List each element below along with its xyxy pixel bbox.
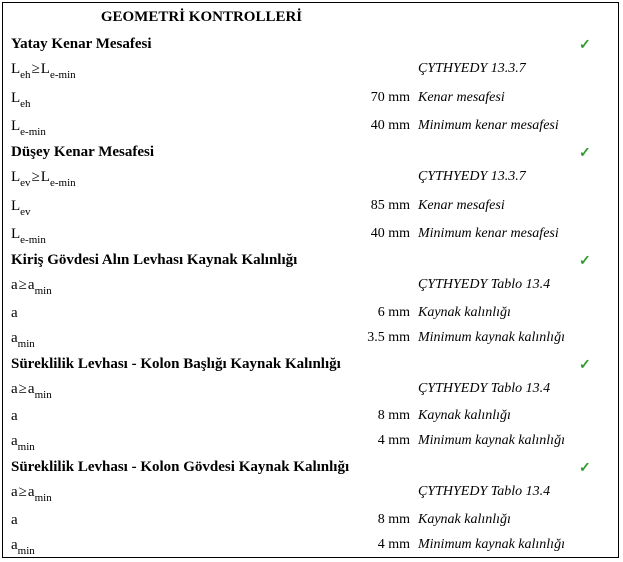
rule-left-symbol: a <box>11 381 18 397</box>
symbol-subscript: e-min <box>20 126 46 138</box>
parameter-symbol <box>11 90 31 110</box>
parameter-value: 8 mm <box>377 512 410 527</box>
parameter-description: Minimum kenar mesafesi <box>418 226 559 241</box>
page-title: GEOMETRİ KONTROLLERİ <box>100 9 303 25</box>
symbol-letter: L <box>11 198 21 214</box>
rule-expression <box>11 484 52 504</box>
parameter-value: 8 mm <box>377 408 410 423</box>
check-icon: ✓ <box>579 358 591 373</box>
rule-left-subscript: ev <box>20 177 31 189</box>
value-row <box>3 305 620 329</box>
parameter-description: Kenar mesafesi <box>418 198 505 213</box>
value-row <box>3 537 620 561</box>
symbol-subscript: min <box>17 545 35 557</box>
rule-reference: ÇYTHYEDY Tablo 13.4 <box>418 277 551 292</box>
parameter-value: 70 mm <box>370 90 410 105</box>
symbol-subscript: e-min <box>20 234 46 246</box>
rule-right-subscript: min <box>34 285 52 297</box>
symbol-subscript: min <box>17 441 35 453</box>
rule-row <box>3 484 620 508</box>
symbol-subscript: ev <box>20 206 31 218</box>
rule-row <box>3 61 620 85</box>
rule-operator: ≥ <box>18 277 27 293</box>
rule-expression <box>11 277 52 297</box>
symbol-letter: a <box>11 330 18 346</box>
value-row <box>3 198 620 222</box>
symbol-subscript: min <box>17 338 35 350</box>
value-row <box>3 118 620 142</box>
parameter-symbol <box>11 433 35 453</box>
rule-left-symbol: L <box>11 169 21 185</box>
rule-expression <box>11 381 52 401</box>
rule-reference: ÇYTHYEDY Tablo 13.4 <box>418 381 551 396</box>
symbol-letter: a <box>11 305 18 321</box>
rule-operator: ≥ <box>31 169 40 185</box>
section-heading: Düşey Kenar Mesafesi <box>11 144 155 160</box>
value-row <box>3 408 620 432</box>
value-row <box>3 90 620 114</box>
parameter-description: Minimum kaynak kalınlığı <box>418 330 565 345</box>
rule-left-symbol: L <box>11 61 21 77</box>
parameter-symbol <box>11 512 18 529</box>
rule-row <box>3 277 620 301</box>
symbol-letter: L <box>11 118 21 134</box>
rule-right-symbol: L <box>40 61 50 77</box>
section-heading: Yatay Kenar Mesafesi <box>11 36 152 52</box>
rule-right-symbol: a <box>27 277 35 293</box>
symbol-letter: a <box>11 512 18 528</box>
parameter-value: 40 mm <box>370 226 410 241</box>
rule-row <box>3 169 620 193</box>
rule-expression <box>11 61 76 81</box>
rule-operator: ≥ <box>18 484 27 500</box>
section-heading: Süreklilik Levhası - Kolon Başlığı Kaynak Kalınlığı <box>11 356 341 372</box>
parameter-symbol <box>11 330 35 350</box>
symbol-letter: a <box>11 408 18 424</box>
parameter-symbol <box>11 118 46 138</box>
section-heading-row <box>3 36 620 60</box>
rule-operator: ≥ <box>31 61 40 77</box>
value-row <box>3 512 620 536</box>
symbol-letter: L <box>11 226 21 242</box>
parameter-description: Kaynak kalınlığı <box>418 512 511 527</box>
rule-right-symbol: L <box>40 169 50 185</box>
parameter-symbol <box>11 198 31 218</box>
parameter-description: Minimum kenar mesafesi <box>418 118 559 133</box>
symbol-subscript: eh <box>20 98 31 110</box>
value-row <box>3 226 620 250</box>
rule-operator: ≥ <box>18 381 27 397</box>
geometry-checks-panel <box>2 2 619 558</box>
value-row <box>3 433 620 457</box>
rule-right-subscript: min <box>34 492 52 504</box>
rule-reference: ÇYTHYEDY 13.3.7 <box>418 61 526 76</box>
parameter-description: Kaynak kalınlığı <box>418 408 511 423</box>
rule-right-symbol: a <box>27 484 35 500</box>
symbol-letter: a <box>11 433 18 449</box>
rule-reference: ÇYTHYEDY 13.3.7 <box>418 169 526 184</box>
check-icon: ✓ <box>579 254 591 269</box>
section-heading-row <box>3 356 620 380</box>
parameter-value: 40 mm <box>370 118 410 133</box>
rule-row <box>3 381 620 405</box>
rule-expression <box>11 169 76 189</box>
section-heading: Süreklilik Levhası - Kolon Gövdesi Kaynak Kalınlığı <box>11 459 350 475</box>
parameter-description: Minimum kaynak kalınlığı <box>418 433 565 448</box>
symbol-letter: L <box>11 90 21 106</box>
rule-right-symbol: a <box>27 381 35 397</box>
parameter-description: Kenar mesafesi <box>418 90 505 105</box>
parameter-value: 3.5 mm <box>367 330 410 345</box>
parameter-description: Kaynak kalınlığı <box>418 305 511 320</box>
rule-left-symbol: a <box>11 277 18 293</box>
rule-left-subscript: eh <box>20 69 31 81</box>
check-icon: ✓ <box>579 461 591 476</box>
parameter-value: 4 mm <box>377 537 410 552</box>
parameter-value: 6 mm <box>377 305 410 320</box>
parameter-symbol <box>11 537 35 557</box>
parameter-value: 4 mm <box>377 433 410 448</box>
check-icon: ✓ <box>579 38 591 53</box>
section-heading-row <box>3 459 620 483</box>
rule-right-subscript: e-min <box>49 69 76 81</box>
parameter-symbol <box>11 408 18 425</box>
parameter-description: Minimum kaynak kalınlığı <box>418 537 565 552</box>
value-row <box>3 330 620 354</box>
parameter-value: 85 mm <box>370 198 410 213</box>
parameter-symbol <box>11 305 18 322</box>
section-heading-row <box>3 252 620 276</box>
section-heading: Kiriş Gövdesi Alın Levhası Kaynak Kalınlığı <box>11 252 298 268</box>
section-heading-row <box>3 144 620 168</box>
rule-right-subscript: min <box>34 389 52 401</box>
rule-right-subscript: e-min <box>49 177 76 189</box>
rule-left-symbol: a <box>11 484 18 500</box>
symbol-letter: a <box>11 537 18 553</box>
check-icon: ✓ <box>579 146 591 161</box>
rule-reference: ÇYTHYEDY Tablo 13.4 <box>418 484 551 499</box>
parameter-symbol <box>11 226 46 246</box>
